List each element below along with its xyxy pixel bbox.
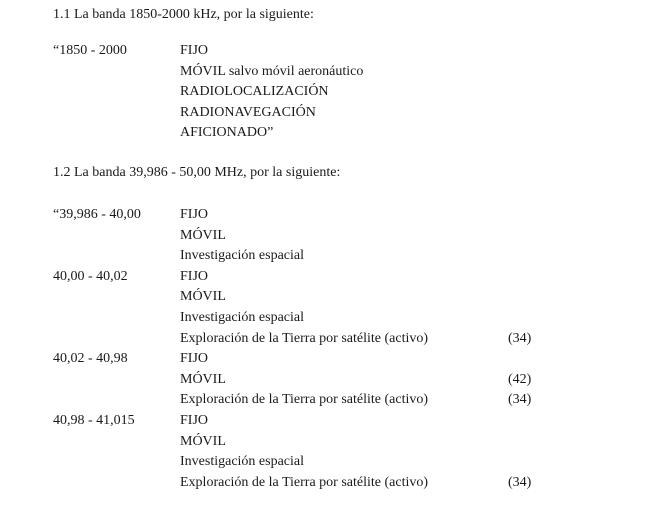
table-row xyxy=(53,62,613,83)
table-row xyxy=(53,103,613,124)
footnote-ref: (34) xyxy=(508,474,532,490)
table-row xyxy=(53,370,613,391)
band-range: “39,986 - 40,00 xyxy=(53,207,141,222)
table-row xyxy=(53,329,613,350)
service-allocation: MÓVIL xyxy=(180,227,226,243)
service-allocation: Exploración de la Tierra por satélite (activo) xyxy=(180,330,429,346)
footnote-ref: (42) xyxy=(508,371,532,387)
table-row xyxy=(53,82,613,103)
service-allocation: RADIONAVEGACIÓN xyxy=(180,104,316,120)
service-allocation: Investigación espacial xyxy=(180,248,305,264)
service-allocation: MÓVIL xyxy=(180,289,226,305)
footnote-ref: (34) xyxy=(508,330,532,346)
table-row xyxy=(53,452,613,473)
table-row xyxy=(53,226,613,247)
service-allocation: FIJO xyxy=(180,268,209,284)
band-table-1850-2000-khz xyxy=(53,41,613,144)
service-allocation: Exploración de la Tierra por satélite (activo) xyxy=(180,392,429,408)
table-row xyxy=(53,308,613,329)
band-range: 40,00 - 40,02 xyxy=(53,268,128,284)
service-allocation: FIJO xyxy=(180,43,209,58)
section-heading-1-1: 1.1 La banda 1850-2000 kHz, por la siguiente: xyxy=(53,7,314,22)
service-allocation: MÓVIL xyxy=(180,433,226,449)
table-row xyxy=(53,432,613,453)
band-table-39986-50-mhz xyxy=(53,205,613,493)
table-row xyxy=(53,267,613,288)
table-row xyxy=(53,246,613,267)
table-row xyxy=(53,390,613,411)
band-range: “1850 - 2000 xyxy=(53,43,127,58)
table-row xyxy=(53,123,613,144)
service-allocation: FIJO xyxy=(180,207,209,222)
table-row xyxy=(53,41,613,62)
service-allocation: Exploración de la Tierra por satélite (activo) xyxy=(180,474,429,490)
section-heading-1-2: 1.2 La banda 39,986 - 50,00 MHz, por la siguiente: xyxy=(53,165,341,180)
table-row xyxy=(53,205,613,226)
table-row xyxy=(53,411,613,432)
table-row xyxy=(53,473,613,494)
service-allocation: Investigación espacial xyxy=(180,309,305,325)
service-allocation: AFICIONADO” xyxy=(180,125,274,141)
service-allocation: MÓVIL xyxy=(180,371,226,387)
service-allocation: MÓVIL salvo móvil aeronáutico xyxy=(180,63,364,79)
service-allocation: FIJO xyxy=(180,351,209,367)
service-allocation: FIJO xyxy=(180,412,209,428)
service-allocation: Investigación espacial xyxy=(180,454,305,470)
service-allocation: RADIOLOCALIZACIÓN xyxy=(180,84,329,100)
table-row xyxy=(53,287,613,308)
band-range: 40,02 - 40,98 xyxy=(53,351,128,367)
band-range: 40,98 - 41,015 xyxy=(53,412,135,428)
table-row xyxy=(53,349,613,370)
footnote-ref: (34) xyxy=(508,392,532,408)
